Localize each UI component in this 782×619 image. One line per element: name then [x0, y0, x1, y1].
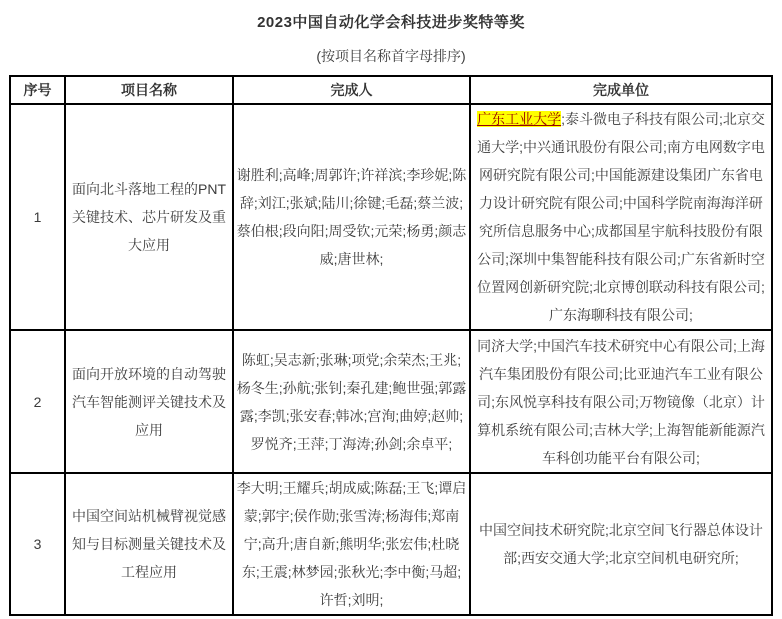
people-cell: 陈虹;吴志新;张琳;项党;余荣杰;王兆;杨冬生;孙航;张钊;秦孔建;鲍世强;郭露露;李凯;张安春;韩冰;宫洵;曲婷;赵帅;罗悦齐;王萍;丁海涛;孙剑;余卓平;: [233, 330, 470, 473]
page-title: 2023中国自动化学会科技进步奖特等奖: [257, 14, 525, 31]
search-highlight: 广东工业大学: [477, 111, 562, 127]
people-cell: 李大明;王耀兵;胡成威;陈磊;王飞;谭启蒙;郭宇;侯作勋;张雪涛;杨海伟;郑南宁;高升;唐自新;熊明华;张宏伟;杜晓东;王震;林梦园;张秋光;李中衡;马超;许哲;刘明;: [233, 473, 470, 615]
units-cell: 同济大学;中国汽车技术研究中心有限公司;上海汽车集团股份有限公司;比亚迪汽车工业有限公司;东风悦享科技有限公司;万物镜像（北京）计算机系统有限公司;吉林大学;上海智能新能源汽车科创功能平台有限公司;: [470, 330, 772, 473]
people-cell: 谢胜利;高峰;周郭许;许祥滨;李珍妮;陈辞;刘江;张斌;陆川;徐键;毛磊;蔡兰波;蔡伯根;段向阳;周受钦;元荣;杨勇;颜志威;唐世林;: [233, 104, 470, 330]
column-header-people: 完成人: [233, 76, 470, 104]
project-name-cell: 面向开放环境的自动驾驶汽车智能测评关键技术及应用: [65, 330, 233, 473]
seq-cell: 3: [10, 473, 65, 615]
column-header-units: 完成单位: [470, 76, 772, 104]
units-text: ;泰斗微电子科技有限公司;北京交通大学;中兴通讯股份有限公司;南方电网数字电网研究院有限公司;中国能源建设集团广东省电力设计研究院有限公司;中国科学院南海海洋研究所信息服务中心;成都国星宇航科技股份有限公司;深圳中集智能科技有限公司;广东省新时空位置网创新研究院;北京博创联动科技有限公司;广东海聊科技有限公司;: [477, 111, 765, 323]
column-header-project: 项目名称: [65, 76, 233, 104]
awards-table: [9, 75, 773, 616]
table-header-row: [10, 76, 772, 104]
table-row: [10, 330, 772, 473]
seq-cell: 2: [10, 330, 65, 473]
seq-cell: 1: [10, 104, 65, 330]
units-cell: 中国空间技术研究院;北京空间飞行器总体设计部;西安交通大学;北京空间机电研究所;: [470, 473, 772, 615]
table-row: [10, 473, 772, 615]
project-name-cell: 面向北斗落地工程的PNT关键技术、芯片研发及重大应用: [65, 104, 233, 330]
column-header-seq: 序号: [10, 76, 65, 104]
project-name-cell: 中国空间站机械臂视觉感知与目标测量关键技术及工程应用: [65, 473, 233, 615]
units-cell: [470, 104, 772, 330]
page-subtitle: (按项目名称首字母排序): [316, 48, 466, 64]
table-row: [10, 104, 772, 330]
